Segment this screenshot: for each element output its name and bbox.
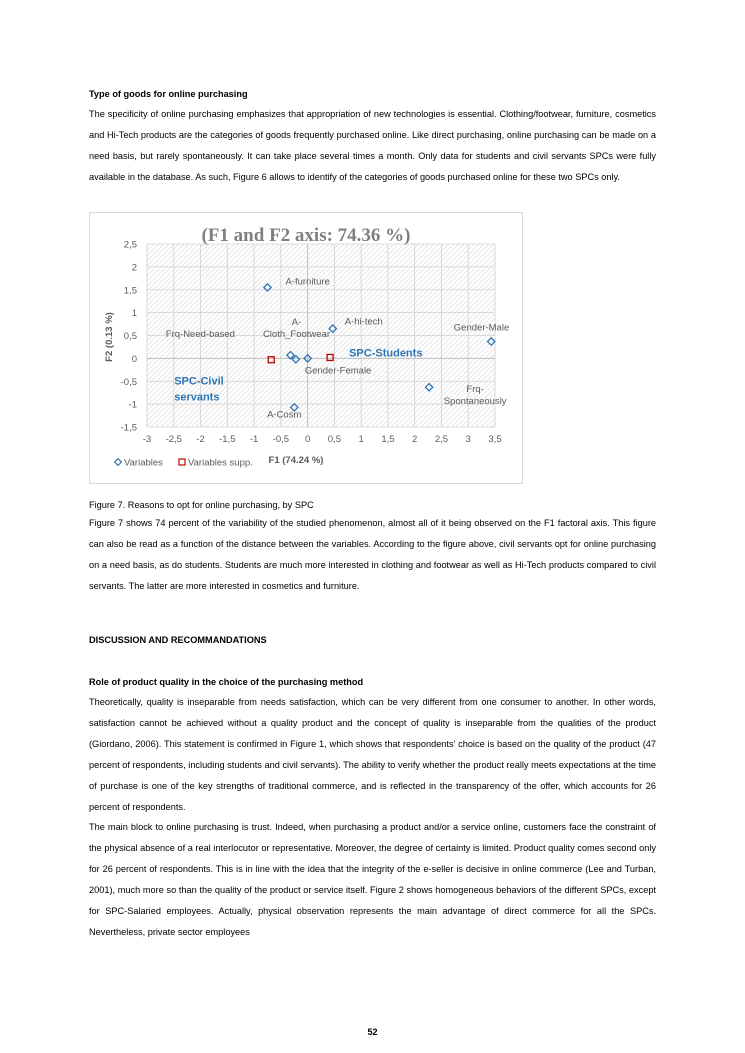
x-tick-label: -1,5: [219, 434, 236, 445]
variable-point-label: A-: [291, 317, 302, 329]
supplementary-point-label: SPC-Students: [349, 347, 423, 360]
paragraph-figure-analysis: Figure 7 shows 74 percent of the variability of the studied phenomenon, almost all of it being observed on the F1 factoral axis. This figure can also be read as a function of the distance between the variables. According to the figure above, civil servants opt for online purchasing on a need basis, as do students. Students are much more interested in clothing and footwear as well as Hi-Tech products compared to civil servants. The latter are more interested in cosmetics and furniture.: [89, 518, 656, 591]
x-tick-label: 2: [412, 434, 418, 445]
chart-title: (F1 and F2 axis: 74.36 %): [201, 225, 411, 246]
paragraph-quality-1: Theoretically, quality is inseparable from needs satisfaction, which can be very different from one consumer to another. In other words, satisfaction cannot be achieved without a quality product and the concept of quality is inseparable from the qualities of the product (Giordano, 2006). This statement is confirmed in Figure 1, which shows that respondents’ choice is based on the quality of the product (47 percent of respondents, including students and civil servants). The ability to verify whether the product really meets expectations at the time of purchase is one of the key strengths of traditional commerce, and is reflected in the transparency of the offer, which accounts for 26 percent of respondents.: [89, 697, 656, 812]
figure-7-chart: [89, 212, 523, 484]
supplementary-point-label: SPC-Civil: [174, 375, 224, 388]
variable-point-label: A-furniture: [285, 276, 330, 288]
page-number: 52: [367, 1027, 378, 1037]
x-tick-label: -2: [196, 434, 205, 445]
variable-point-label: Gender-Female: [304, 365, 372, 377]
legend-variables-label: Variables: [124, 457, 163, 469]
chart-canvas: [90, 213, 522, 483]
variable-point-label: A-hi-tech: [344, 316, 383, 328]
x-axis-label: F1 (74.24 %): [268, 455, 324, 466]
y-axis-label: F2 (0.13 %): [104, 312, 115, 362]
y-tick-label: 2,5: [123, 239, 137, 251]
section-heading-discussion: DISCUSSION AND RECOMMANDATIONS: [89, 635, 267, 645]
x-tick-label: -3: [142, 434, 152, 445]
paragraph-goods: The specificity of online purchasing emphasizes that appropriation of new technologies is essential. Clothing/footwear, furniture, cosmetics and Hi-Tech products are the categories of goods frequently purchased online. Like direct purchasing, online purchasing can be made on a need basis, but rarely spontaneously. It can take place several times a month. Only data for students and civil servants SPCs were fully available in the database. As such, Figure 6 allows to identify of the categories of goods purchased online for these two SPCs only.: [89, 109, 656, 182]
y-tick-label: -1: [128, 399, 137, 411]
y-tick-label: -1,5: [120, 422, 137, 434]
paragraph-quality-2: The main block to online purchasing is trust. Indeed, when purchasing a product and/or a service online, customers face the constraint of the physical absence of a real interlocutor or representative. Moreover, the degree of certainty is limited. Product quality comes second only for 26 percent of respondents. This is in line with the idea that the integrity of the e-seller is decisive in online commerce (Lee and Turban, 2001), much more so than the quality of the product or service itself. Figure 2 shows homogeneous behaviors of the different SPCs, except for SPC-Salaried employees. Actually, physical observation represents the main advantage of direct commerce for all the SPCs. Nevertheless, private sector employees: [89, 822, 656, 937]
y-tick-label: 1: [131, 308, 137, 320]
variable-point-label: A-Cosm: [267, 409, 302, 421]
variable-point-label: Spontaneously: [443, 396, 507, 408]
x-tick-label: 1: [358, 434, 364, 445]
section-heading-quality: Role of product quality in the choice of the purchasing method: [89, 677, 364, 687]
y-tick-label: 1,5: [123, 285, 137, 297]
figure-caption: Figure 7. Reasons to opt for online purchasing, by SPC: [89, 500, 314, 510]
variable-point-label: Frq-: [466, 384, 484, 396]
variable-point-label: Cloth_Footwear: [262, 329, 331, 341]
x-tick-label: 3: [465, 434, 471, 445]
x-tick-label: 0: [304, 434, 311, 445]
y-tick-label: 0,5: [123, 331, 137, 342]
x-tick-label: 0,5: [327, 434, 341, 445]
x-tick-label: -0,5: [272, 434, 290, 445]
x-tick-label: 2,5: [434, 434, 449, 445]
x-tick-label: -1: [249, 434, 259, 445]
supplementary-point-label: servants: [174, 391, 220, 404]
legend-supp-icon: [179, 459, 185, 465]
x-tick-label: -2,5: [165, 434, 182, 445]
legend-supp-label: Variables supp.: [188, 457, 253, 469]
variable-point-label: Gender-Male: [453, 322, 510, 334]
y-tick-label: -0,5: [120, 376, 137, 388]
section-heading-goods: Type of goods for online purchasing: [89, 89, 248, 99]
variable-point-label: Frq-Need-based: [165, 329, 235, 341]
x-tick-label: 1,5: [381, 434, 395, 445]
x-tick-label: 3,5: [488, 434, 502, 445]
legend-variables-icon: [115, 459, 122, 466]
y-tick-label: 2: [131, 262, 137, 274]
y-tick-label: 0: [131, 353, 137, 365]
